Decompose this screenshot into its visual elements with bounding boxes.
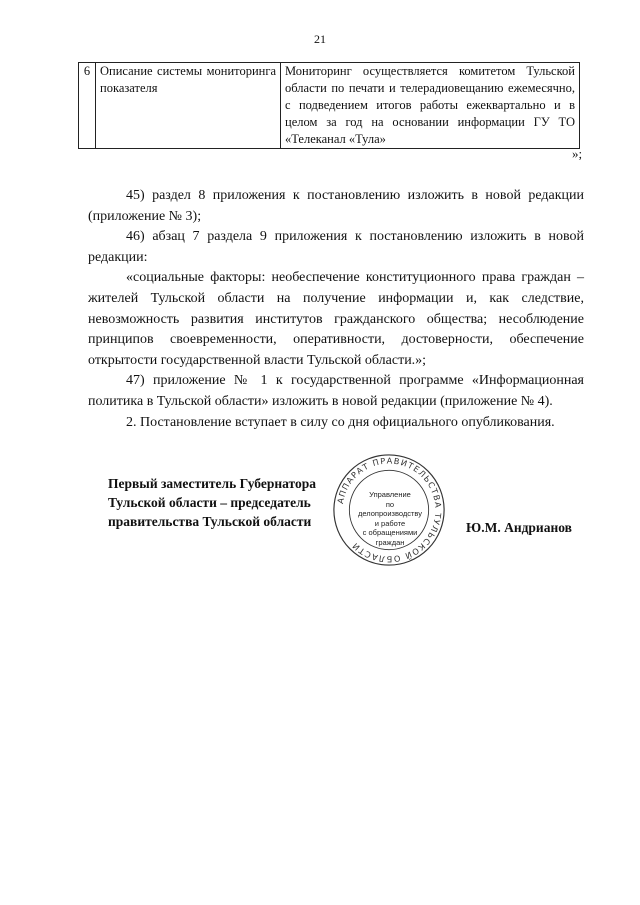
table-closing-quote: »;: [572, 146, 583, 161]
signer-title-line-1: Первый заместитель Губернатора: [108, 476, 316, 491]
stamp-line: по делопроизводству: [358, 499, 422, 518]
body-text: [88, 186, 584, 433]
row-value: Мониторинг осуществляется комитетом Тульской области по печати и телерадиовещанию ежемесячно, с подведением итогов работы ежеквартально и в целом за год на основании информации ГУ ТО «Телеканал «Тула»: [281, 63, 580, 149]
stamp-ring-text: АППАРАТ ПРАВИТЕЛЬСТВА ТУЛЬСКОЙ ОБЛАСТИ: [334, 455, 444, 565]
row-label: Описание системы мониторинга показателя: [96, 63, 281, 149]
paragraph-quote: «социальные факторы: необеспечение конституционного права граждан – жителей Тульской области на получение информации и, как следствие, невозможность развития институтов гражданского общества; несоблюдение принципов своевременности, оперативности, достоверности, обеспечение открытости государственной власти Тульской области.»;: [88, 270, 584, 368]
stamp-line: с обращениями: [362, 528, 418, 537]
signer-title-line-2: Тульской области – председатель: [108, 495, 311, 510]
row-number: 6: [79, 63, 96, 149]
stamp-line: Управление: [369, 490, 411, 499]
passport-table: [78, 62, 580, 149]
signer-title-line-3: правительства Тульской области: [108, 514, 312, 529]
stamp-center-text: [355, 490, 425, 547]
table-row: [79, 63, 580, 149]
paragraph-47: 47) приложение № 1 к государственной программе «Информационная политика в Тульской области» изложить в новой редакции (приложение № 4).: [88, 373, 584, 409]
stamp-line: граждан: [375, 537, 405, 547]
paragraph-46: 46) абзац 7 раздела 9 приложения к постановлению изложить в новой редакции:: [88, 229, 584, 265]
stamp-line: и работе: [374, 518, 406, 528]
paragraph-45: 45) раздел 8 приложения к постановлению изложить в новой редакции (приложение № 3);: [88, 188, 584, 224]
page-number: 21: [314, 32, 326, 46]
paragraph-effective: 2. Постановление вступает в силу со дня официального опубликования.: [126, 414, 555, 430]
signer-name: Ю.М. Андрианов: [466, 520, 572, 535]
signature-block: [108, 474, 316, 531]
